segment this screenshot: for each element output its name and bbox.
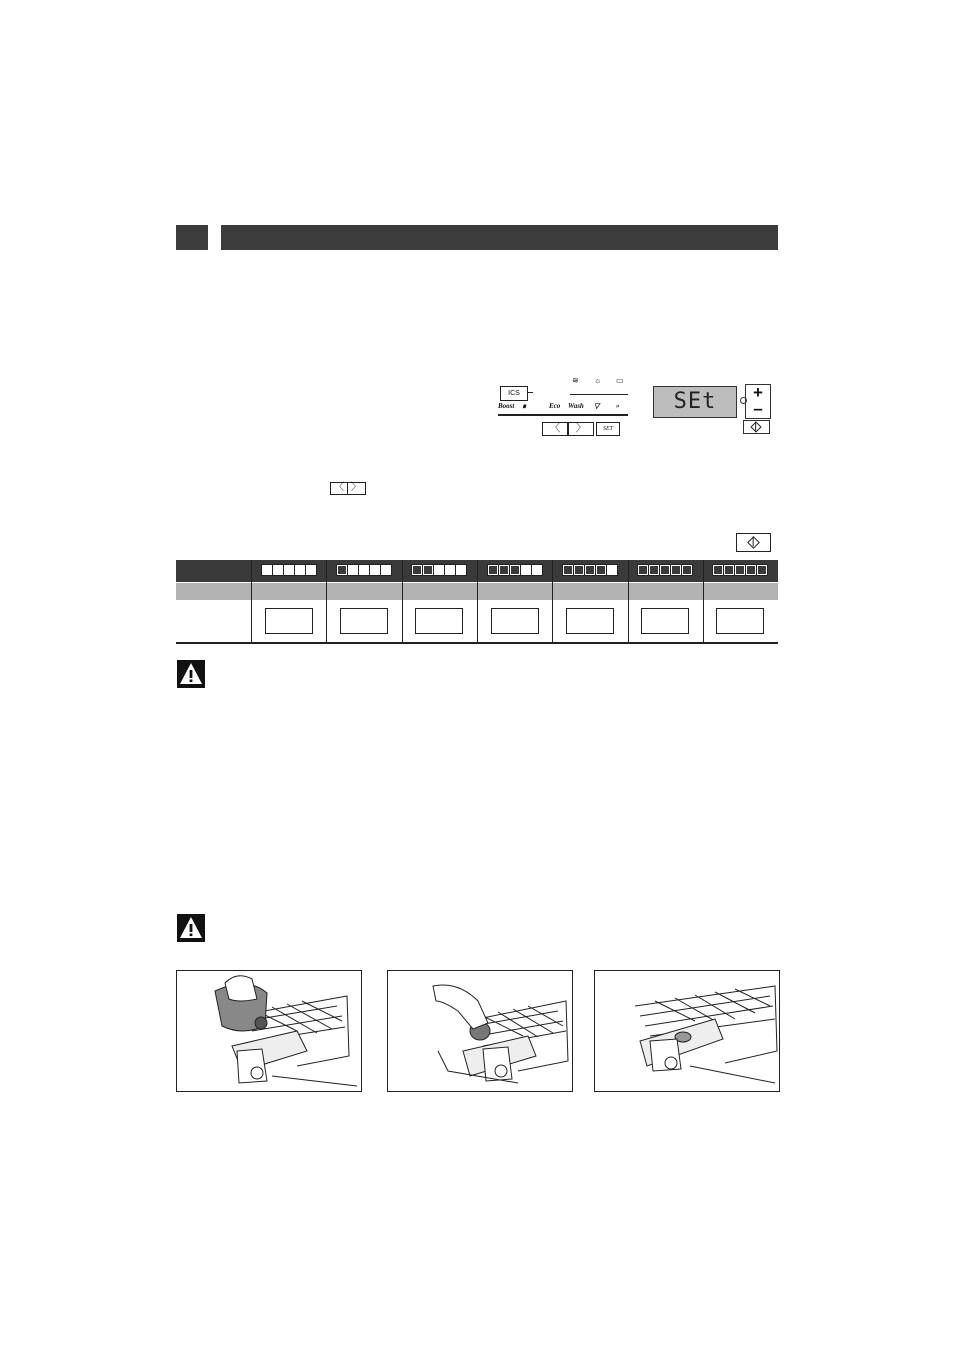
start-icon	[750, 421, 761, 432]
level-square-empty	[284, 565, 294, 575]
level-square-empty	[262, 565, 272, 575]
level-indicator	[412, 565, 466, 575]
mode-eco: Eco	[549, 402, 561, 410]
illustration-cap-close	[387, 970, 573, 1092]
level-square-filled	[510, 565, 520, 575]
value-box	[415, 608, 463, 634]
level-square-filled	[596, 565, 606, 575]
ics-label: ICS	[500, 386, 528, 401]
level-square-filled	[638, 565, 648, 575]
level-square-empty	[306, 565, 316, 575]
table-divider	[251, 560, 252, 642]
set-button[interactable]: SET	[596, 422, 620, 436]
hardness-level-table	[176, 560, 778, 644]
value-box	[265, 608, 313, 634]
value-box	[716, 608, 764, 634]
level-indicator	[638, 565, 692, 575]
minus-button[interactable]: –	[753, 399, 763, 418]
glass-icon: ∎	[522, 402, 527, 410]
plus-minus-buttons[interactable]	[745, 384, 771, 419]
level-square-filled	[746, 565, 756, 575]
level-square-empty	[370, 565, 380, 575]
table-divider	[326, 560, 327, 642]
level-square-empty	[607, 565, 617, 575]
level-square-empty	[273, 565, 283, 575]
start-button-icon	[736, 533, 771, 552]
level-square-filled	[337, 565, 347, 575]
level-indicator	[713, 565, 767, 575]
level-indicator	[563, 565, 617, 575]
more-programs-icon: »	[616, 402, 620, 410]
level-square-filled	[660, 565, 670, 575]
level-square-filled	[585, 565, 595, 575]
plus-button[interactable]: +	[753, 383, 763, 402]
level-square-filled	[423, 565, 433, 575]
level-square-empty	[456, 565, 466, 575]
half-load-icon: ▽	[594, 402, 600, 410]
level-square-filled	[412, 565, 422, 575]
section-title-bar	[221, 225, 778, 250]
table-divider	[552, 560, 553, 642]
level-square-filled	[488, 565, 498, 575]
level-square-empty	[381, 565, 391, 575]
value-box	[566, 608, 614, 634]
inline-nav-buttons-icon	[330, 482, 366, 495]
level-square-empty	[445, 565, 455, 575]
mode-boost: Boost	[498, 402, 515, 410]
level-square-filled	[563, 565, 573, 575]
level-square-filled	[713, 565, 723, 575]
warning-icon	[177, 914, 205, 942]
level-square-filled	[757, 565, 767, 575]
level-square-empty	[295, 565, 305, 575]
value-box	[491, 608, 539, 634]
level-square-filled	[735, 565, 745, 575]
level-square-filled	[671, 565, 681, 575]
illustration-salt-container-closed	[594, 970, 780, 1092]
digital-display	[653, 386, 737, 418]
control-panel-illustration	[498, 372, 630, 438]
level-square-empty	[532, 565, 542, 575]
start-diamond-icon	[747, 536, 760, 549]
level-square-empty	[521, 565, 531, 575]
level-square-filled	[649, 565, 659, 575]
level-square-filled	[574, 565, 584, 575]
table-divider	[703, 560, 704, 642]
level-square-filled	[499, 565, 509, 575]
inline-right-icon: 〉	[351, 482, 361, 493]
salt-icon: ☼	[594, 376, 602, 385]
value-box	[340, 608, 388, 634]
level-indicator	[262, 565, 316, 575]
section-number-tab	[176, 225, 208, 250]
prev-button[interactable]: 〈	[542, 422, 568, 436]
level-square-empty	[359, 565, 369, 575]
level-square-filled	[724, 565, 734, 575]
rinse-aid-icon: ≋	[572, 376, 579, 385]
inline-left-icon: 〈	[334, 482, 344, 493]
level-indicator	[488, 565, 542, 575]
start-button[interactable]	[743, 420, 770, 434]
level-square-empty	[434, 565, 444, 575]
ics-indicator	[527, 392, 533, 393]
table-divider	[477, 560, 478, 642]
warning-icon	[177, 660, 205, 688]
illustration-salt-refill	[176, 970, 362, 1092]
level-square-empty	[348, 565, 358, 575]
mode-wash: Wash	[568, 402, 584, 410]
display-readout: SEt	[673, 389, 717, 414]
table-divider	[402, 560, 403, 642]
level-indicator	[337, 565, 391, 575]
level-square-filled	[682, 565, 692, 575]
detergent-icon: ▭	[616, 376, 624, 385]
next-button[interactable]: 〉	[568, 422, 594, 436]
table-divider	[628, 560, 629, 642]
value-box	[641, 608, 689, 634]
